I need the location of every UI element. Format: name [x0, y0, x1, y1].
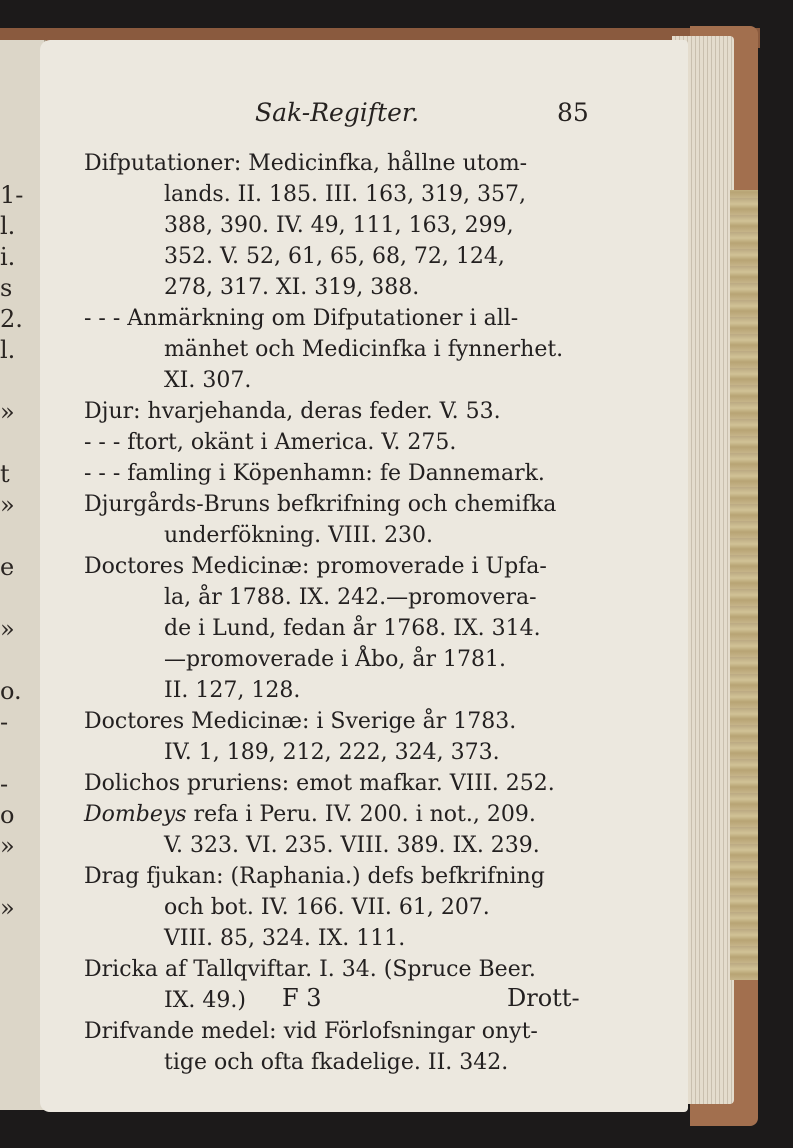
previous-page-fragment: s — [0, 274, 13, 302]
entry-heading-line — [84, 148, 599, 179]
index-entry — [84, 303, 599, 396]
entry-text: 278, 317. XI. 319, 388. — [164, 275, 420, 300]
entry-text: XI. 307. — [164, 368, 252, 393]
index-entry — [84, 799, 599, 861]
entry-text: IV. 1, 189, 212, 222, 324, 373. — [164, 740, 500, 765]
previous-page-fragment: l. — [0, 212, 16, 240]
previous-page-fragment: » — [0, 832, 15, 860]
entry-heading-line — [84, 303, 599, 334]
entry-continuation-line — [84, 365, 599, 396]
entry-text: Doctores Medicinæ: promoverade i Upfa- — [84, 554, 547, 579]
previous-page-fragment — [0, 583, 12, 614]
index-entry — [84, 427, 599, 458]
entry-text: VIII. 85, 324. IX. 111. — [164, 926, 406, 951]
previous-page-fragment: » — [0, 894, 15, 922]
entry-text: 352. V. 52, 61, 65, 68, 72, 124, — [164, 244, 505, 269]
entry-text: underfökning. VIII. 230. — [164, 523, 434, 548]
entry-heading-line — [84, 396, 599, 427]
index-entry — [84, 551, 599, 706]
entry-heading-line — [84, 427, 599, 458]
entry-continuation-line — [84, 923, 599, 954]
entry-heading-line — [84, 551, 599, 582]
previous-page-fragment — [0, 738, 12, 769]
entry-text: Dricka af Tallqviftar. I. 34. (Spruce Beer. — [84, 957, 536, 982]
index-entry — [84, 148, 599, 303]
entry-continuation-line — [84, 334, 599, 365]
entry-continuation-line — [84, 644, 599, 675]
entry-heading-line — [84, 458, 599, 489]
entry-continuation-line — [84, 520, 599, 551]
entry-text: 388, 390. IV. 49, 111, 163, 299, — [164, 213, 514, 238]
previous-page-fragment: » — [0, 615, 15, 643]
previous-page-fragment: » — [0, 398, 15, 426]
entry-continuation-line — [84, 272, 599, 303]
entry-text: Dolichos pruriens: emot mafkar. VIII. 252. — [84, 771, 555, 796]
index-entry — [84, 396, 599, 427]
entry-text: refa i Peru. IV. 200. i not., 209. — [186, 802, 536, 827]
entry-text: —promoverade i Åbo, år 1781. — [164, 647, 506, 672]
index-entry — [84, 706, 599, 768]
entry-text: mänhet och Medicinfka i fynnerhet. — [164, 337, 564, 362]
index-entry — [84, 458, 599, 489]
entry-text: och bot. IV. 166. VII. 61, 207. — [164, 895, 490, 920]
entry-heading-line — [84, 1016, 599, 1047]
previous-page-fragment: o. — [0, 677, 22, 705]
marbled-edge — [730, 190, 758, 980]
entry-continuation-line — [84, 613, 599, 644]
signature-mark: F 3 — [282, 984, 322, 1012]
previous-page-fragment — [0, 428, 12, 459]
entry-heading-line — [84, 954, 599, 985]
index-entry — [84, 768, 599, 799]
index-entry — [84, 489, 599, 551]
entry-heading-line — [84, 799, 599, 830]
entry-continuation-line — [84, 179, 599, 210]
index-entry — [84, 1016, 599, 1078]
entry-text: Drag fjukan: (Raphania.) defs befkrifning — [84, 864, 545, 889]
entry-continuation-line — [84, 737, 599, 768]
previous-page-fragment: i. — [0, 243, 16, 271]
entry-continuation-line — [84, 1047, 599, 1078]
entry-heading-line — [84, 861, 599, 892]
entry-continuation-line — [84, 892, 599, 923]
entry-text: - - - ftort, okänt i America. V. 275. — [84, 430, 457, 455]
page-number: 85 — [557, 98, 589, 127]
entry-text: la, år 1788. IX. 242.—promovera- — [164, 585, 537, 610]
index-entries — [84, 148, 599, 1078]
previous-page-fragment: t — [0, 460, 10, 488]
previous-page-fragment: 2. — [0, 305, 23, 333]
entry-text: Doctores Medicinæ: i Sverige år 1783. — [84, 709, 517, 734]
entry-italic-term: Dombeys — [84, 802, 187, 827]
entry-text: IX. 49.) — [164, 988, 246, 1013]
previous-page-fragment: » — [0, 491, 15, 519]
entry-continuation-line — [84, 675, 599, 706]
previous-page-fragment: 1- — [0, 181, 24, 209]
previous-page-fragment — [0, 366, 12, 397]
entry-continuation-line — [84, 830, 599, 861]
previous-page-fragment — [0, 645, 12, 676]
previous-page-fragment: o — [0, 801, 15, 829]
previous-page-fragment — [0, 862, 12, 893]
entry-heading-line — [84, 768, 599, 799]
entry-continuation-line — [84, 582, 599, 613]
previous-page-fragments — [0, 180, 24, 924]
entry-text: Djurgårds-Bruns befkrifning och chemifka — [84, 492, 557, 517]
entry-text: lands. II. 185. III. 163, 319, 357, — [164, 182, 527, 207]
entry-text: Difputationer: Medicinfka, hållne utom- — [84, 151, 528, 176]
entry-text: de i Lund, fedan år 1768. IX. 314. — [164, 616, 541, 641]
entry-text: II. 127, 128. — [164, 678, 301, 703]
entry-text: tige och ofta fkadelige. II. 342. — [164, 1050, 509, 1075]
entry-heading-line — [84, 706, 599, 737]
entry-text: Djur: hvarjehanda, deras feder. V. 53. — [84, 399, 501, 424]
previous-page-fragment: - — [0, 708, 9, 736]
previous-page-fragment: - — [0, 770, 9, 798]
previous-page-fragment: l. — [0, 336, 16, 364]
entry-heading-line — [84, 489, 599, 520]
previous-page-fragment: e — [0, 553, 15, 581]
entry-continuation-line — [84, 241, 599, 272]
entry-text: Drifvande medel: vid Förlofsningar onyt- — [84, 1019, 538, 1044]
entry-text: - - - famling i Köpenhamn: fe Dannemark. — [84, 461, 545, 486]
entry-text: - - - Anmärkning om Difputationer i all- — [84, 306, 519, 331]
entry-continuation-line — [84, 210, 599, 241]
running-header: Sak-Regifter. — [255, 98, 420, 127]
index-entry — [84, 861, 599, 954]
previous-page-fragment — [0, 521, 12, 552]
entry-text: V. 323. VI. 235. VIII. 389. IX. 239. — [164, 833, 540, 858]
catchword: Drott- — [507, 984, 580, 1012]
